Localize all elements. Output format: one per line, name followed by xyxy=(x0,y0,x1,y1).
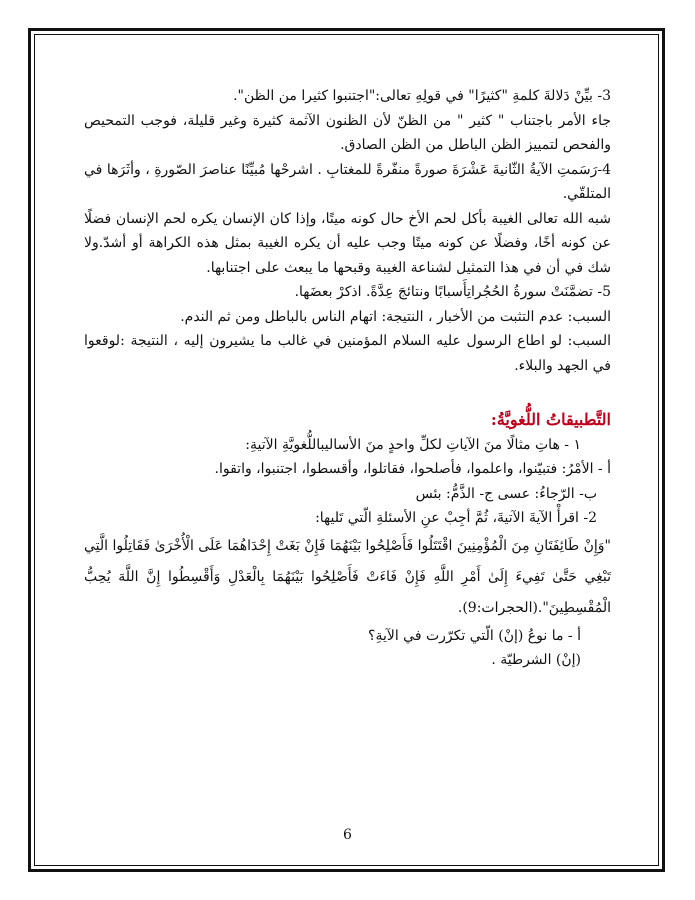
quran-verse: "وَإِنْ طَائِفَتَانِ مِنَ الْمُؤْمِنِينَ اقْتَتَلُوا فَأَصْلِحُوا بَيْنَهُمَا فَإِنْ بَغَتْ إِحْدَاهُمَا عَلَى الْأُخْرَىٰ فَقَاتِلُوا الَّتِي تَبْغِي حَتَّىٰ تَفِيءَ إِلَىٰ أَمْرِ اللَّهِ فَإِنْ فَاءَتْ فَأَصْلِحُوا بَيْنَهُمَا بِالْعَدْلِ وَأَقْسِطُوا إِنَّ اللَّهَ يُحِبُّ الْمُقْسِطِينَ".(الحجرات:9). xyxy=(84,537,611,616)
page-content xyxy=(84,84,611,673)
page-number: 6 xyxy=(343,827,352,843)
answer-3: جاء الأمر باجتناب " كثير " من الظنّ لأن الظنون الآثمة كثيرة وغير قليلة، فوجب التمحيص والفحص لتمييز الظن الباطل من الظن الصادق. xyxy=(84,112,611,153)
question-5: 5- تضمَّنَتْ سورةُ الحُجُراتِأَسبابًا ونتائجَ عِدَّةً. اذكرْ بعضَها. xyxy=(294,284,611,300)
application-2: 2- اقرأْ الآيةَ الآتيةَ، ثُمَّ أجِبْ عنِ الأسئلةِ الّتي تَليها: xyxy=(315,510,597,526)
section-heading: التَّطبيقاتُ اللُّغويَّةُ: xyxy=(490,410,611,429)
answer-5-cause-2: السبب: لو اطاع الرسول عليه السلام المؤمنين في غالب ما يشيرون إليه ، النتيجة :لوقعوا في الجهد والبلاء. xyxy=(84,333,611,374)
answer-5-cause-1: السبب: عدم التثبت من الأخبار ، النتيجة: اتهام الناس بالباطل ومن ثم الندم. xyxy=(180,308,611,325)
application-1a: أ - الأمْرُ: فتبيّنوا، واعلموا، فأصلحوا، فقاتلوا، وأقسطوا، اجتنبوا، واتقوا. xyxy=(214,461,611,477)
application-1: ١ - هاتِ مثالًا منَ الآياتِ لكلِّ واحدٍ منَ الأساليباللُّغويَّةِ الآتيةِ: xyxy=(245,436,581,453)
question-2a: أ - ما نوعُ (إنْ) الّتي تكرّرت في الآيةِ؟ xyxy=(368,627,581,644)
question-4: 4-رَسَمتِ الآيةُ الثّانيةَ عَشْرَةَ صورةً منفّرةً للمغتابِ . اشرحْها مُبيِّنًا عناصرَ الصّورةِ ، وأثَرَها في المتلقّي. xyxy=(84,161,611,202)
application-1b: ب- الرّجاءُ: عسى ج- الذَّمُّ: بئس xyxy=(415,485,597,502)
question-3: 3- بيِّنْ دَلالةَ كلمةِ "كثيرًا" في قولِهِ تعالى:"اجتنبوا كثيرا من الظن". xyxy=(233,88,611,104)
answer-4: شبه الله تعالى الغيبة بأكل لحم الأخ حال كونه ميتًا، وإذا كان الإنسان يكره لحم الإنسان فضلًا عن كونه أخًا، وفضلًا عن كونه ميتًا وجب عليه أن يكره الغيبة بمثل هذه الكراهة أو أشدّ.ولا شك في أن في هذا التمثيل لشناعة الغيبة وقبحها ما يبعث على اجتنابها. xyxy=(84,210,611,276)
answer-2a: (إنْ) الشرطيّة . xyxy=(491,652,581,668)
